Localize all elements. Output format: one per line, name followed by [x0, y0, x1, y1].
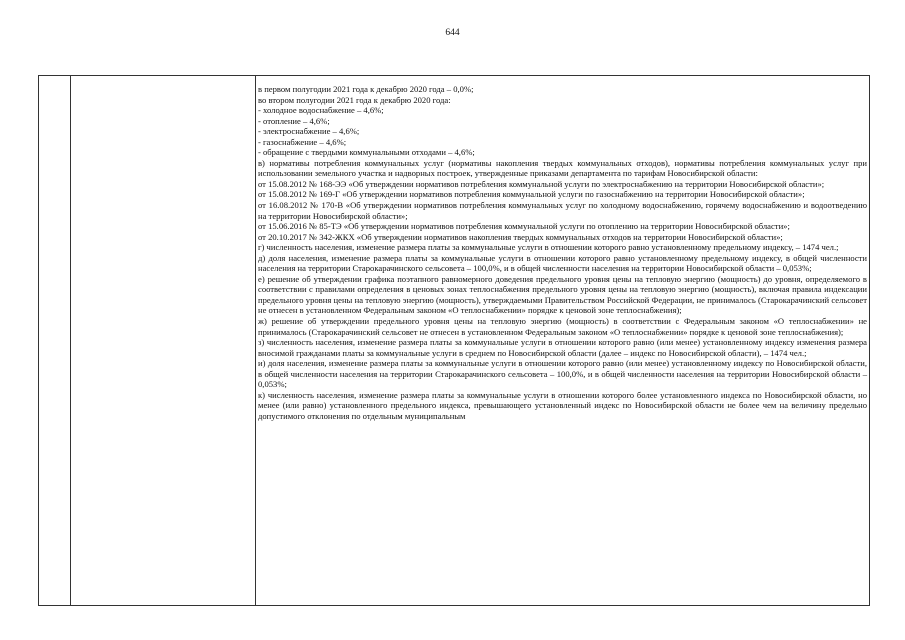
- text-line: - обращение с твердыми коммунальными отходами – 4,6%;: [258, 147, 475, 158]
- order-85: от 15.06.2016 № 85-ТЭ «Об утверждении нормативов потребления коммунальной услуги по отоплению на территории Новосибирской области»;: [258, 221, 790, 232]
- text-line: во втором полугодии 2021 года к декабрю 2020 года:: [258, 94, 451, 105]
- order-342: от 20.10.2017 № 342-ЖКХ «Об утверждении нормативов накопления твердых коммунальных отходов на территории Новосибирской области»;: [258, 231, 783, 242]
- text-line: - холодное водоснабжение – 4,6%;: [258, 105, 384, 116]
- paragraph-d: д) доля населения, изменение размера платы за коммунальные услуги в отношении которого равно установленному предельному индексу, в общей численности населения на территории Старокарачинского сельсовета – 100,0%, и в общей численности населения на территории Новосибирской области – 0,053%;: [258, 252, 867, 274]
- text-line: - газоснабжение – 4,6%;: [258, 136, 347, 147]
- order-168: от 15.08.2012 № 168-ЭЭ «Об утверждении нормативов потребления коммунальной услуги по электроснабжению на территории Новосибирской области»;: [258, 178, 825, 189]
- column-divider-2: [255, 76, 256, 605]
- paragraph-k: к) численность населения, изменение размера платы за коммунальные услуги в отношении которого более установленного индекса по Новосибирской области, но менее (или равно) установленного предельного индекса, превышающего установленный индекс по Новосибирской области не более чем на величину предельно допустимого отклонения по отдельным муниципальным: [258, 389, 867, 421]
- paragraph-zh: ж) решение об утверждении предельного уровня цены на тепловую энергию (мощность) в соответствии с Федеральным законом «О теплоснабжении» не принималось (Старокарачинский сельсовет не отнесен в установленном Федеральным законом «О теплоснабжении» порядке к ценовой зоне теплоснабжения);: [258, 316, 867, 337]
- paragraph-e: е) решение об утверждении графика поэтапного равномерного доведения предельного уровня цены на тепловую энергию (мощность) до уровня, определяемого в соответствии с правилами определения в ценовых зонах теплоснабжения предельного уровня цены на тепловую энергию (мощность), включая правила индексации предельного уровня цены на тепловую энергию (мощность), утверждаемыми Правительством Российской Федерации, не принималось (Старокарачинский сельсовет не отнесен в установленном Федеральным законом «О теплоснабжении» порядке к ценовой зоне теплоснабжения);: [258, 273, 867, 316]
- text-line: в первом полугодии 2021 года к декабрю 2020 года – 0,0%;: [258, 84, 474, 94]
- order-170: от 16.08.2012 № 170-В «Об утверждении нормативов потребления коммунальных услуг по холодному водоснабжению, горячему водоснабжению и водоотведению на территории Новосибирской области»;: [258, 200, 867, 221]
- column-divider-1: [70, 76, 71, 605]
- text-cell: [258, 84, 867, 422]
- text-line: - отопление – 4,6%;: [258, 115, 330, 126]
- text-line: - электроснабжение – 4,6%;: [258, 126, 360, 137]
- order-169: от 15.08.2012 № 169-Г «Об утверждении нормативов потребления коммунальной услуги по газоснабжению на территории Новосибирской области»;: [258, 189, 805, 200]
- page-number: 644: [445, 28, 460, 38]
- paragraph-z: з) численность населения, изменение размера платы за коммунальные услуги в отношении которого равно (или менее) установленному индексу изменения размера вносимой гражданами платы за коммунальные услуги в среднем по Новосибирской области (далее – индекс по Новосибирской области), – 1474 чел.;: [258, 337, 867, 358]
- table-frame: [38, 75, 870, 606]
- paragraph-i: и) доля населения, изменение размера платы за коммунальные услуги в отношении которого равно (или менее) установленному индексу по Новосибирской области, в общей численности населения на территории Старокарачинского сельсовета – 100,0%, и в общей численности населения на территории Новосибирской области – 0,053%;: [258, 358, 867, 390]
- paragraph-g: г) численность населения, изменение размера платы за коммунальные услуги в отношении которого равно установленному предельному индексу, – 1474 чел.;: [258, 242, 839, 253]
- paragraph-v: в) нормативы потребления коммунальных услуг (нормативы накопления твердых коммунальных отходов), нормативы потребления коммунальных услуг при использовании земельного участка и надворных построек, утвержденные приказами департамента по тарифам Новосибирской области:: [258, 157, 867, 179]
